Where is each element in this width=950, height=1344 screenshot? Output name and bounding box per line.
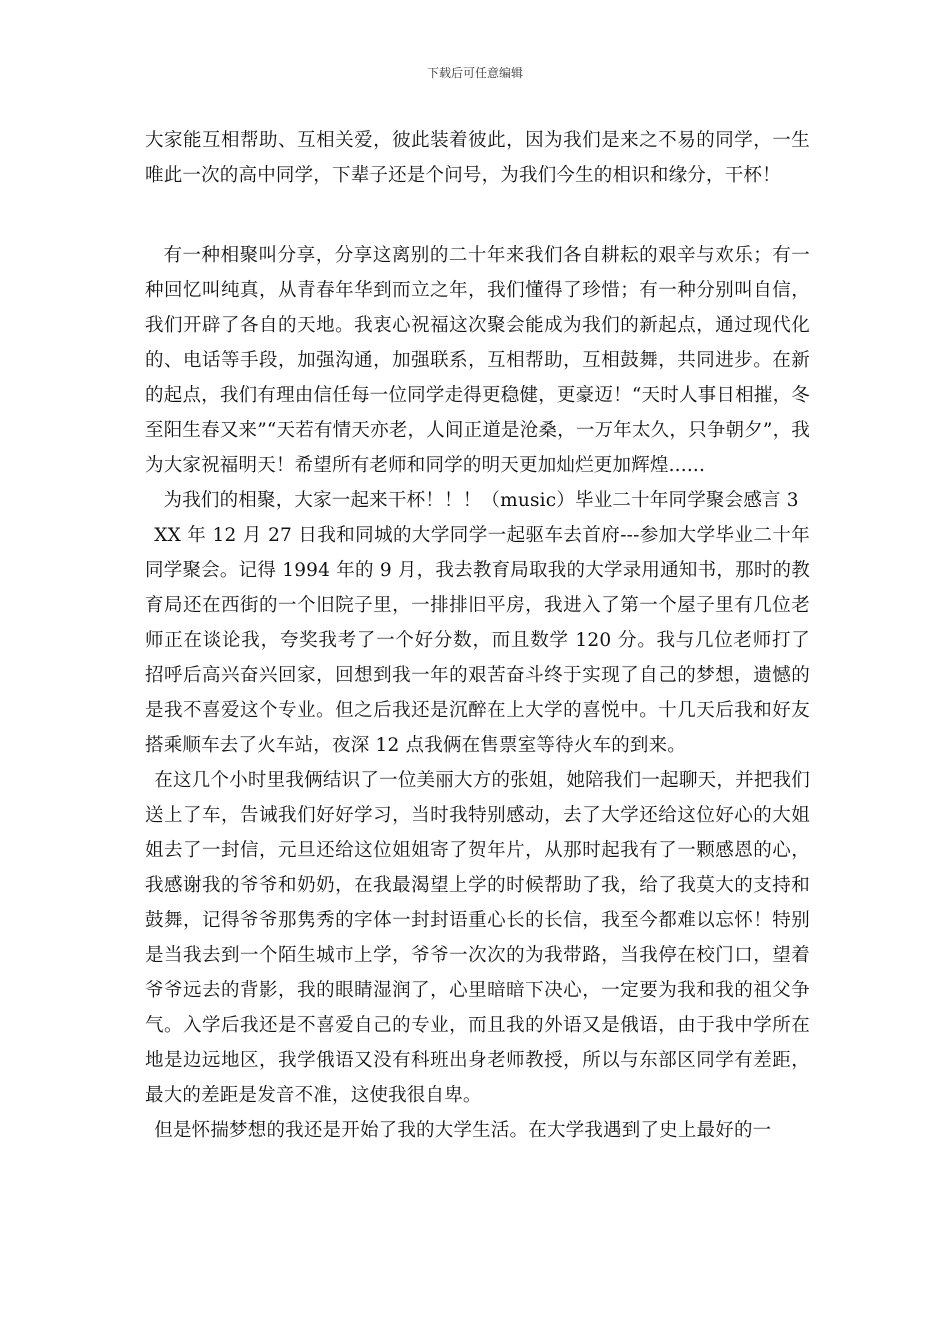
document-body [145,123,810,1148]
page-header: 下载后可任意编辑 [426,66,523,80]
paragraph-4: XX 年 12 月 27 日我和同城的大学同学一起驱车去首府---参加大学毕业二十年同学聚会。记得 1994 年的 9 月，我去教育局取我的大学录用通知书，那时的教育局还在西街的一个旧院子里，一排排旧平房，我进入了第一个屋子里有几位老师正在谈论我，夸奖我考了一个好分数，而且数学 120 分。我与几位老师打了招呼后高兴奋兴回家，回想到我一年的艰苦奋斗终于实现了自己的梦想，遗憾的是我不喜爱这个专业。但之后我还是沉醉在上大学的喜悦中。十几天后我和好友搭乘顺车去了火车站，夜深 12 点我俩在售票室等待火车的到来。 [145,525,810,756]
paragraph-3: 为我们的相聚，大家一起来干杯！！！（music）毕业二十年同学聚会感言 3 [163,490,799,511]
paragraph-1: 大家能互相帮助、互相关爱，彼此装着彼此，因为我们是来之不易的同学，一生唯此一次的高中同学，下辈子还是个问号，为我们今生的相识和缘分，干杯！ [145,130,810,186]
paragraph-5: 在这几个小时里我俩结识了一位美丽大方的张姐，她陪我们一起聊天，并把我们送上了车，告诫我们好好学习，当时我特别感动，去了大学还给这位好心的大姐姐去了一封信，元旦还给这位姐姐寄了贺年片，从那时起我有了一颗感恩的心，我感谢我的爷爷和奶奶，在我最渴望上学的时候帮助了我，给了我莫大的支持和鼓舞，记得爷爷那隽秀的字体一封封语重心长的长信，我至今都难以忘怀！特别是当我去到一个陌生城市上学，爷爷一次次的为我带路，当我停在校门口，望着爷爷远去的背影，我的眼睛湿润了，心里暗暗下决心，一定要为我和我的祖父争气。入学后我还是不喜爱自己的专业，而且我的外语又是俄语，由于我中学所在地是边远地区，我学俄语又没有科班出身老师教授，所以与东部区同学有差距，最大的差距是发音不准，这使我很自卑。 [145,770,810,1106]
paragraph-gap [145,193,810,238]
paragraph-6: 但是怀揣梦想的我还是开始了我的大学生活。在大学我遇到了史上最好的一 [154,1120,772,1141]
paragraph-2: 有一种相聚叫分享，分享这离别的二十年来我们各自耕耘的艰辛与欢乐；有一种回忆叫纯真，从青春年华到而立之年，我们懂得了珍惜；有一种分别叫自信，我们开辟了各自的天地。我衷心祝福这次聚会能成为我们的新起点，通过现代化的、电话等手段，加强沟通，加强联系，互相帮助，互相鼓舞，共同进步。在新的起点，我们有理由信任每一位同学走得更稳健，更豪迈！“天时人事日相摧，冬至阳生春又来”“天若有情天亦老，人间正道是沧桑，一万年太久，只争朝夕”，我为大家祝福明天！希望所有老师和同学的明天更加灿烂更加辉煌...... [145,245,810,476]
